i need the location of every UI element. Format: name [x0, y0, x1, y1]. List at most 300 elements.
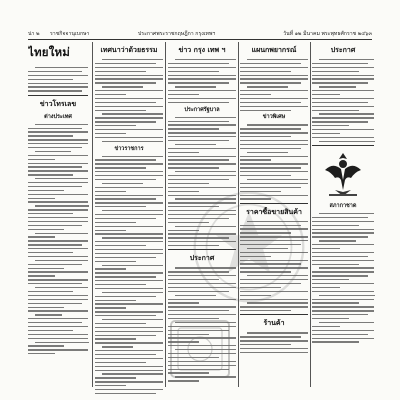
text-line	[95, 381, 163, 382]
text-line	[312, 90, 374, 91]
text-line	[312, 252, 374, 253]
text-line	[35, 314, 62, 315]
text-line	[168, 314, 236, 315]
column-rule	[165, 42, 166, 387]
text-line	[102, 292, 163, 293]
text-line	[95, 249, 163, 250]
text-line	[312, 264, 359, 265]
section-divider	[28, 95, 88, 96]
text-line	[28, 128, 82, 129]
text-line	[95, 222, 136, 223]
text-line	[95, 171, 163, 172]
text-line	[95, 195, 163, 196]
text-line	[102, 183, 143, 184]
text-line	[28, 268, 64, 269]
text-line	[95, 280, 163, 281]
text-line	[312, 306, 374, 307]
text-line	[95, 342, 163, 343]
text-line	[102, 59, 163, 60]
text-line	[240, 90, 308, 91]
article-text	[312, 59, 374, 142]
text-line	[28, 209, 88, 210]
text-line	[95, 191, 126, 192]
text-line	[168, 179, 229, 180]
text-line	[35, 67, 88, 68]
text-line	[319, 267, 374, 268]
text-line	[28, 240, 88, 241]
text-line	[168, 140, 229, 141]
text-line	[102, 346, 133, 347]
text-line	[168, 94, 199, 95]
text-line	[102, 156, 163, 157]
column-heading: ประกาศ	[330, 45, 356, 54]
page-number: น่า ๒	[28, 31, 40, 37]
text-line	[28, 159, 55, 160]
text-line	[28, 326, 88, 327]
text-line	[168, 148, 236, 149]
text-line	[95, 253, 163, 254]
text-line	[28, 353, 55, 354]
subheadline: ต่างประเทศ	[44, 113, 72, 120]
text-line	[240, 75, 308, 76]
text-line	[312, 260, 374, 261]
text-line	[312, 98, 374, 99]
column-subheading: ข่าวพิเศษ	[262, 114, 286, 121]
text-line	[240, 67, 308, 68]
text-line	[312, 302, 359, 303]
text-line	[168, 175, 236, 176]
text-line	[35, 233, 88, 234]
text-line	[95, 233, 163, 234]
text-line	[319, 295, 375, 296]
text-line	[28, 131, 88, 132]
text-line	[240, 336, 301, 337]
text-line	[312, 106, 374, 107]
text-line	[28, 338, 88, 339]
text-line	[168, 163, 236, 164]
text-line	[95, 187, 163, 188]
text-line	[28, 170, 88, 171]
text-line	[319, 322, 374, 323]
text-line	[312, 330, 374, 331]
text-line	[95, 288, 163, 289]
text-line	[319, 59, 374, 60]
text-line	[28, 279, 88, 280]
text-line	[95, 300, 136, 301]
article-text	[240, 59, 308, 111]
text-line	[168, 98, 236, 99]
text-line	[312, 338, 374, 339]
text-line	[95, 175, 163, 176]
text-line	[28, 295, 88, 296]
text-line	[35, 205, 89, 206]
text-line	[240, 128, 301, 129]
text-line	[168, 128, 219, 129]
text-line	[95, 303, 163, 304]
text-line	[28, 252, 73, 253]
text-line	[95, 354, 156, 355]
article-text	[240, 332, 308, 353]
text-line	[95, 331, 163, 332]
text-line	[28, 303, 82, 304]
text-line	[312, 117, 374, 118]
text-line	[312, 82, 368, 83]
text-line	[312, 78, 374, 79]
text-line	[240, 171, 308, 172]
text-line	[319, 141, 375, 142]
text-line	[95, 335, 156, 336]
text-line	[240, 140, 308, 141]
text-line	[95, 323, 146, 324]
text-line	[95, 338, 136, 339]
text-line	[240, 348, 308, 349]
text-line	[95, 245, 146, 246]
text-line	[28, 201, 88, 202]
text-line	[95, 133, 126, 134]
text-line	[312, 318, 349, 319]
text-line	[95, 94, 126, 95]
royal-emblem-icon	[190, 188, 308, 306]
text-line	[312, 102, 368, 103]
text-line	[35, 342, 89, 343]
text-line	[28, 217, 88, 218]
text-line	[95, 159, 156, 160]
text-line	[175, 117, 236, 118]
text-line	[240, 175, 291, 176]
text-line	[28, 90, 82, 91]
text-line	[312, 67, 374, 68]
text-line	[247, 59, 308, 60]
text-line	[102, 141, 163, 142]
text-line	[95, 163, 163, 164]
text-line	[312, 236, 368, 237]
text-line	[95, 110, 146, 111]
text-line	[168, 67, 236, 68]
text-line	[312, 229, 374, 230]
text-line	[168, 183, 209, 184]
text-line	[28, 307, 64, 308]
column-5	[312, 42, 374, 387]
paper-name: ราชกิจจานุเบกษา	[50, 31, 90, 37]
text-line	[28, 135, 73, 136]
text-line	[240, 132, 308, 133]
text-line	[240, 144, 308, 145]
text-line	[312, 121, 368, 122]
text-line	[168, 167, 219, 168]
text-line	[312, 334, 368, 335]
headline: ข่าวโทรเลข	[39, 98, 77, 108]
text-line	[312, 71, 359, 72]
text-line	[247, 332, 308, 333]
text-line	[95, 296, 156, 297]
text-line	[28, 139, 88, 140]
text-line	[102, 86, 143, 87]
text-line	[240, 340, 308, 341]
text-line	[28, 264, 82, 265]
text-line	[168, 156, 236, 157]
column-subheading: สภากาชาด	[329, 203, 357, 209]
text-line	[95, 198, 156, 199]
text-line	[28, 174, 73, 175]
text-line	[35, 151, 71, 152]
text-line	[28, 182, 88, 183]
text-line	[240, 82, 301, 83]
column-2	[95, 42, 163, 387]
text-line	[95, 257, 156, 258]
text-line	[168, 78, 236, 79]
text-line	[240, 344, 291, 345]
text-line	[95, 358, 163, 359]
text-line	[28, 318, 88, 319]
text-line	[95, 67, 163, 68]
text-line	[95, 117, 163, 118]
text-line	[95, 377, 136, 378]
text-line	[28, 256, 88, 257]
text-line	[240, 163, 308, 164]
text-line	[28, 225, 82, 226]
text-line	[319, 113, 374, 114]
column-subheading: ประกาศรัฐบาล	[184, 106, 220, 113]
text-line	[168, 121, 229, 122]
text-line	[95, 102, 156, 103]
text-line	[95, 137, 163, 138]
text-line	[95, 202, 163, 203]
text-line	[95, 350, 163, 351]
text-line	[240, 306, 308, 307]
text-line	[168, 102, 229, 103]
text-line	[28, 310, 88, 311]
text-line	[95, 167, 146, 168]
text-line	[312, 248, 340, 249]
text-line	[28, 155, 88, 156]
text-line	[28, 299, 88, 300]
text-line	[95, 125, 136, 126]
article-text	[95, 156, 163, 395]
seal-container	[312, 150, 374, 198]
text-line	[35, 287, 88, 288]
text-line	[28, 186, 82, 187]
text-line	[95, 261, 136, 262]
text-line	[28, 71, 82, 72]
text-line	[28, 322, 82, 323]
text-line	[95, 106, 163, 107]
text-line	[175, 171, 236, 172]
text-line	[28, 271, 88, 272]
notice-heading: ประกาศ	[189, 253, 215, 263]
text-line	[168, 310, 229, 311]
column-rule	[310, 42, 311, 387]
text-line	[28, 198, 55, 199]
text-line	[240, 102, 301, 103]
page-header	[28, 29, 372, 40]
text-line	[28, 283, 82, 284]
text-line	[312, 129, 374, 130]
text-line	[312, 271, 374, 272]
library-stamp-icon	[168, 318, 232, 380]
text-line	[28, 147, 82, 148]
text-line	[168, 380, 199, 381]
text-line	[102, 373, 163, 374]
text-line	[312, 137, 374, 138]
text-line	[28, 221, 88, 222]
text-line	[102, 210, 163, 211]
text-line	[28, 334, 88, 335]
text-line	[102, 319, 163, 320]
text-line	[28, 291, 73, 292]
text-line	[95, 370, 163, 371]
text-line	[168, 75, 236, 76]
article-text	[28, 67, 88, 92]
text-line	[95, 241, 163, 242]
text-line	[102, 237, 163, 238]
text-line	[95, 366, 163, 367]
text-line	[95, 78, 163, 79]
text-line	[312, 279, 349, 280]
text-line	[168, 159, 229, 160]
publication-place: ประกาศพระราชกฤษฎีกา กรุงเทพฯ	[138, 31, 216, 37]
text-line	[312, 310, 374, 311]
text-line	[312, 287, 340, 288]
text-line	[168, 306, 236, 307]
text-line	[28, 166, 82, 167]
text-line	[102, 265, 163, 266]
text-line	[95, 129, 163, 130]
text-line	[168, 136, 236, 137]
text-line	[240, 148, 301, 149]
section-divider	[240, 314, 308, 315]
text-line	[312, 221, 374, 222]
column-subheading: ข่าวราชการ	[114, 145, 144, 152]
text-line	[240, 352, 308, 353]
text-line	[312, 94, 340, 95]
text-line	[247, 179, 308, 180]
text-line	[95, 311, 163, 312]
text-line	[312, 256, 368, 257]
text-line	[28, 248, 88, 249]
text-line	[28, 190, 64, 191]
text-line	[312, 225, 359, 226]
text-line	[95, 226, 163, 227]
text-line	[240, 156, 308, 157]
text-line	[240, 98, 308, 99]
text-line	[312, 133, 340, 134]
text-line	[312, 244, 374, 245]
column-heading: แผนกพยากรณ์	[251, 45, 297, 54]
article-text	[95, 59, 163, 142]
text-line	[247, 152, 288, 153]
text-line	[28, 163, 88, 164]
text-line	[95, 389, 163, 390]
text-line	[312, 63, 368, 64]
text-line	[247, 86, 288, 87]
text-line	[95, 206, 146, 207]
text-line	[95, 362, 146, 363]
article-text	[28, 124, 88, 355]
garuda-seal-icon	[321, 150, 365, 198]
text-line	[28, 244, 82, 245]
text-line	[28, 194, 88, 195]
text-line	[28, 275, 55, 276]
text-line	[312, 125, 349, 126]
text-line	[95, 75, 163, 76]
text-line	[95, 268, 126, 269]
text-line	[28, 75, 88, 76]
text-line	[240, 159, 271, 160]
text-line	[312, 283, 374, 284]
text-line	[28, 330, 73, 331]
text-line	[168, 124, 236, 125]
text-line	[168, 90, 236, 91]
text-line	[95, 90, 163, 91]
text-line	[35, 178, 88, 179]
text-line	[240, 94, 271, 95]
text-line	[240, 78, 308, 79]
text-line	[240, 63, 301, 64]
text-line	[95, 307, 126, 308]
text-line	[240, 136, 291, 137]
article-text	[312, 213, 374, 343]
text-line	[312, 341, 359, 342]
text-line	[319, 86, 356, 87]
text-line	[312, 299, 374, 300]
text-line	[319, 240, 356, 241]
text-line	[28, 345, 64, 346]
text-line	[240, 110, 291, 111]
text-line	[28, 229, 64, 230]
text-line	[240, 310, 291, 311]
text-line	[247, 124, 308, 125]
text-line	[312, 75, 374, 76]
text-line	[95, 385, 126, 386]
text-line	[95, 71, 146, 72]
column-heading: เทศนาว่าด้วยธรรม	[100, 45, 158, 54]
text-line	[168, 152, 199, 153]
text-line	[312, 217, 368, 218]
text-line	[35, 124, 88, 125]
text-line	[312, 326, 340, 327]
text-line	[95, 327, 163, 328]
text-line	[168, 63, 229, 64]
text-line	[240, 106, 308, 107]
text-line	[168, 132, 236, 133]
text-line	[312, 291, 374, 292]
text-line	[95, 315, 156, 316]
text-line	[28, 236, 55, 237]
text-line	[240, 167, 301, 168]
text-line	[102, 113, 163, 114]
text-line	[28, 213, 73, 214]
text-line	[95, 179, 156, 180]
column-heading: ข่าว กรุง เทพ ฯ	[178, 45, 226, 54]
masthead: ไทยใหม่	[28, 45, 71, 59]
text-line	[28, 86, 88, 87]
footer-heading: ร้านค้า	[263, 318, 285, 328]
text-line	[312, 275, 368, 276]
text-line	[95, 276, 156, 277]
text-line	[312, 110, 359, 111]
text-line	[95, 284, 146, 285]
text-line	[35, 260, 88, 261]
text-line	[95, 214, 163, 215]
column-1	[28, 42, 88, 387]
text-line	[168, 71, 219, 72]
text-line	[240, 183, 308, 184]
text-line	[95, 393, 156, 394]
text-line	[95, 63, 156, 64]
text-line	[312, 314, 368, 315]
section-divider	[312, 145, 374, 146]
text-line	[95, 121, 156, 122]
